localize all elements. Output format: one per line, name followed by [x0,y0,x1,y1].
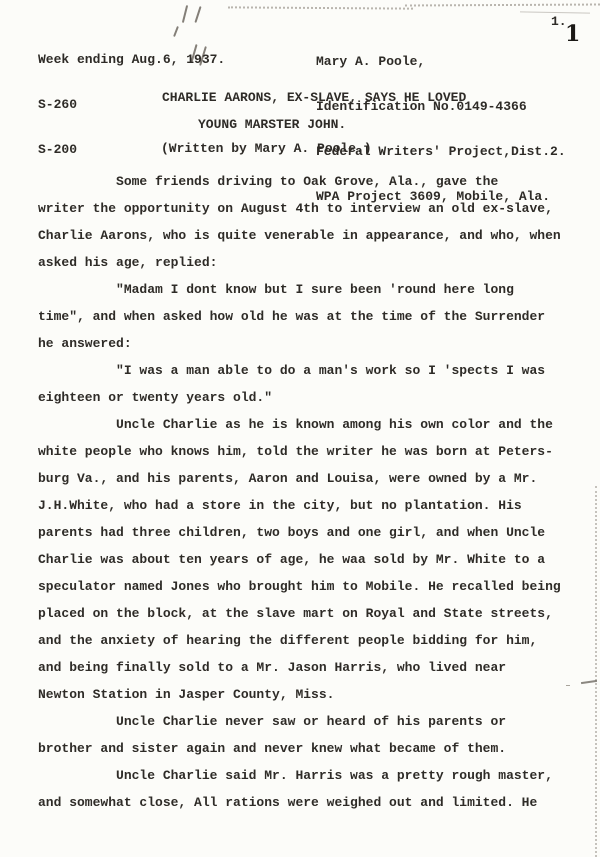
identification-number-line: Identification No.0149-4366 [316,99,527,114]
document-line: burg Va., and his parents, Aaron and Louisa, were owned by a Mr. [38,471,538,486]
document-line: placed on the block, at the slave mart on Royal and State streets, [38,606,553,621]
scan-fold-dotted-line [595,486,597,857]
scan-edge-artifact [228,6,413,9]
document-line: "I was a man able to do a man's work so I 'spects I was [38,363,546,378]
project-district-line: Federal Writers' Project,Dist.2. [316,144,566,159]
pencil-mark [182,5,188,23]
serial-number-s260: S-260 [38,97,78,112]
page-number-typed: 1. [551,14,567,29]
document-line: brother and sister again and never knew what became of them. [38,741,507,756]
document-line: asked his age, replied: [38,255,218,270]
document-line: time", and when asked how old he was at the time of the Surrender [38,309,546,324]
byline: (Written by Mary A. Poole.) [161,141,372,156]
document-line: white people who knows him, told the writer he was born at Peters- [38,444,553,459]
document-line: Charlie was about ten years of age, he waa sold by Mr. White to a [38,552,546,567]
document-line: Uncle Charlie never saw or heard of his parents or [38,714,507,729]
document-line: writer the opportunity on August 4th to interview an old ex-slave, [38,201,553,216]
document-line: Some friends driving to Oak Grove, Ala., gave the [38,174,499,189]
document-line: and being finally sold to a Mr. Jason Harris, who lived near [38,660,507,675]
document-title-line2: YOUNG MARSTER JOHN. [198,117,347,132]
document-line: he answered: [38,336,132,351]
document-line: and the anxiety of hearing the different people bidding for him, [38,633,538,648]
document-line: "Madam I dont know but I sure been 'round here long [38,282,514,297]
document-line: Uncle Charlie as he is known among his own color and the [38,417,553,432]
week-ending-line: Week ending Aug.6, 1937. [38,52,226,67]
document-line: Uncle Charlie said Mr. Harris was a pretty rough master, [38,768,553,783]
document-line: Newton Station in Jasper County, Miss. [38,687,335,702]
document-line: Charlie Aarons, who is quite venerable in appearance, and who, when [38,228,561,243]
serial-number-s200: S-200 [38,142,78,157]
author-name-line: Mary A. Poole, [316,54,426,69]
pencil-mark [194,6,201,23]
document-body [38,168,561,816]
document-line: speculator named Jones who brought him to Mobile. He recalled being [38,579,561,594]
document-line: parents had three children, two boys and one girl, and when Uncle [38,525,546,540]
page-number-stamp: 1 [565,21,580,47]
wpa-project-line: WPA Project 3609, Mobile, Ala. [316,189,551,204]
margin-speck [566,685,570,686]
document-line: and somewhat close, All rations were weighed out and limited. He [38,795,538,810]
document-line: eighteen or twenty years old." [38,390,273,405]
scan-edge-artifact [405,3,600,6]
document-line: J.H.White, who had a store in the city, but no plantation. His [38,498,522,513]
document-title-line1: CHARLIE AARONS, EX-SLAVE, SAYS HE LOVED [162,90,467,105]
